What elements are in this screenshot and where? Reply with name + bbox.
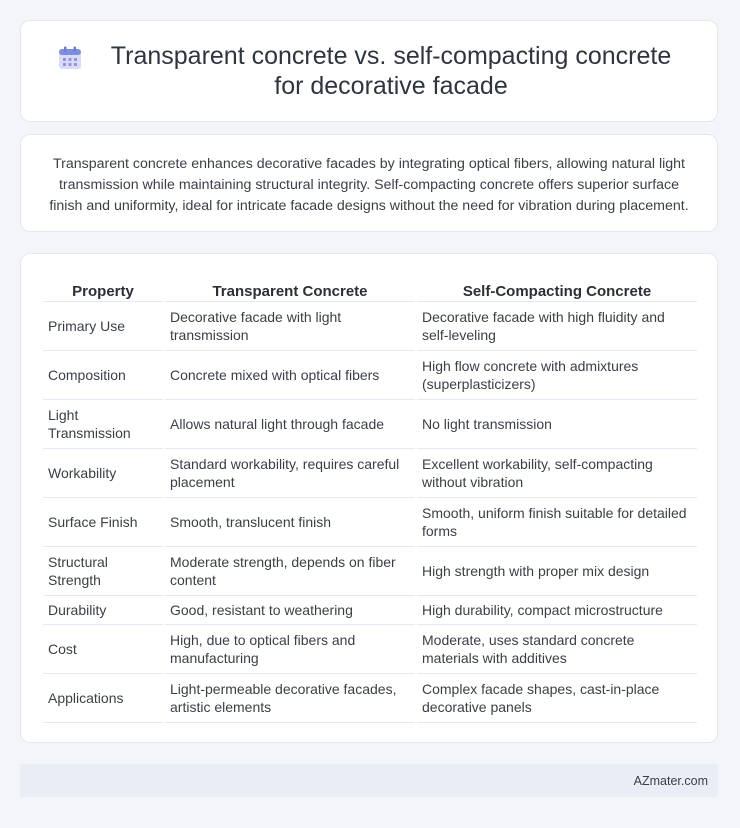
table-row	[43, 351, 697, 400]
row-self-compacting-value: Excellent workability, self-compacting without vibration	[417, 449, 697, 498]
row-self-compacting-value: High flow concrete with admixtures (superplasticizers)	[417, 351, 697, 400]
intro-card	[20, 134, 718, 232]
title-card	[20, 20, 718, 122]
header-transparent-concrete: Transparent Concrete	[165, 274, 415, 302]
row-self-compacting-value: High strength with proper mix design	[417, 547, 697, 596]
table-row	[43, 547, 697, 596]
table-row	[43, 498, 697, 547]
row-property: Durability	[43, 596, 163, 625]
row-transparent-value: Standard workability, requires careful placement	[165, 449, 415, 498]
row-transparent-value: Smooth, translucent finish	[165, 498, 415, 547]
footer-brand-link[interactable]: AZmater.com	[633, 773, 708, 788]
table-row	[43, 302, 697, 351]
row-property: Cost	[43, 625, 163, 674]
row-property: Composition	[43, 351, 163, 400]
footer	[20, 764, 718, 797]
row-property: Primary Use	[43, 302, 163, 351]
row-self-compacting-value: Moderate, uses standard concrete materials with additives	[417, 625, 697, 674]
row-self-compacting-value: Smooth, uniform finish suitable for detailed forms	[417, 498, 697, 547]
table-row	[43, 625, 697, 674]
comparison-table-card	[20, 253, 718, 743]
table-row	[43, 400, 697, 449]
table-row	[43, 449, 697, 498]
header-property: Property	[43, 274, 163, 302]
comparison-table	[41, 274, 699, 723]
row-property: Light Transmission	[43, 400, 163, 449]
header-self-compacting-concrete: Self-Compacting Concrete	[417, 274, 697, 302]
row-self-compacting-value: High durability, compact microstructure	[417, 596, 697, 625]
row-transparent-value: Concrete mixed with optical fibers	[165, 351, 415, 400]
row-transparent-value: Light-permeable decorative facades, artistic elements	[165, 674, 415, 723]
row-transparent-value: Moderate strength, depends on fiber content	[165, 547, 415, 596]
row-property: Applications	[43, 674, 163, 723]
row-transparent-value: Allows natural light through facade	[165, 400, 415, 449]
row-self-compacting-value: No light transmission	[417, 400, 697, 449]
row-transparent-value: Decorative facade with light transmission	[165, 302, 415, 351]
intro-text: Transparent concrete enhances decorative facades by integrating optical fibers, allowing natural light transmission while maintaining structural integrity. Self-compacting concrete offers superior surface finish and uniformity, ideal for intricate facade designs without the need for vibration during placement.	[49, 156, 689, 214]
row-self-compacting-value: Decorative facade with high fluidity and self-leveling	[417, 302, 697, 351]
row-property: Structural Strength	[43, 547, 163, 596]
table-row	[43, 674, 697, 723]
table-header-row	[43, 274, 697, 302]
row-transparent-value: Good, resistant to weathering	[165, 596, 415, 625]
row-self-compacting-value: Complex facade shapes, cast-in-place decorative panels	[417, 674, 697, 723]
table-row	[43, 596, 697, 625]
calendar-icon	[57, 45, 83, 71]
row-property: Surface Finish	[43, 498, 163, 547]
page-title: Transparent concrete vs. self-compacting concrete for decorative facade	[110, 42, 672, 100]
row-property: Workability	[43, 449, 163, 498]
row-transparent-value: High, due to optical fibers and manufacturing	[165, 625, 415, 674]
